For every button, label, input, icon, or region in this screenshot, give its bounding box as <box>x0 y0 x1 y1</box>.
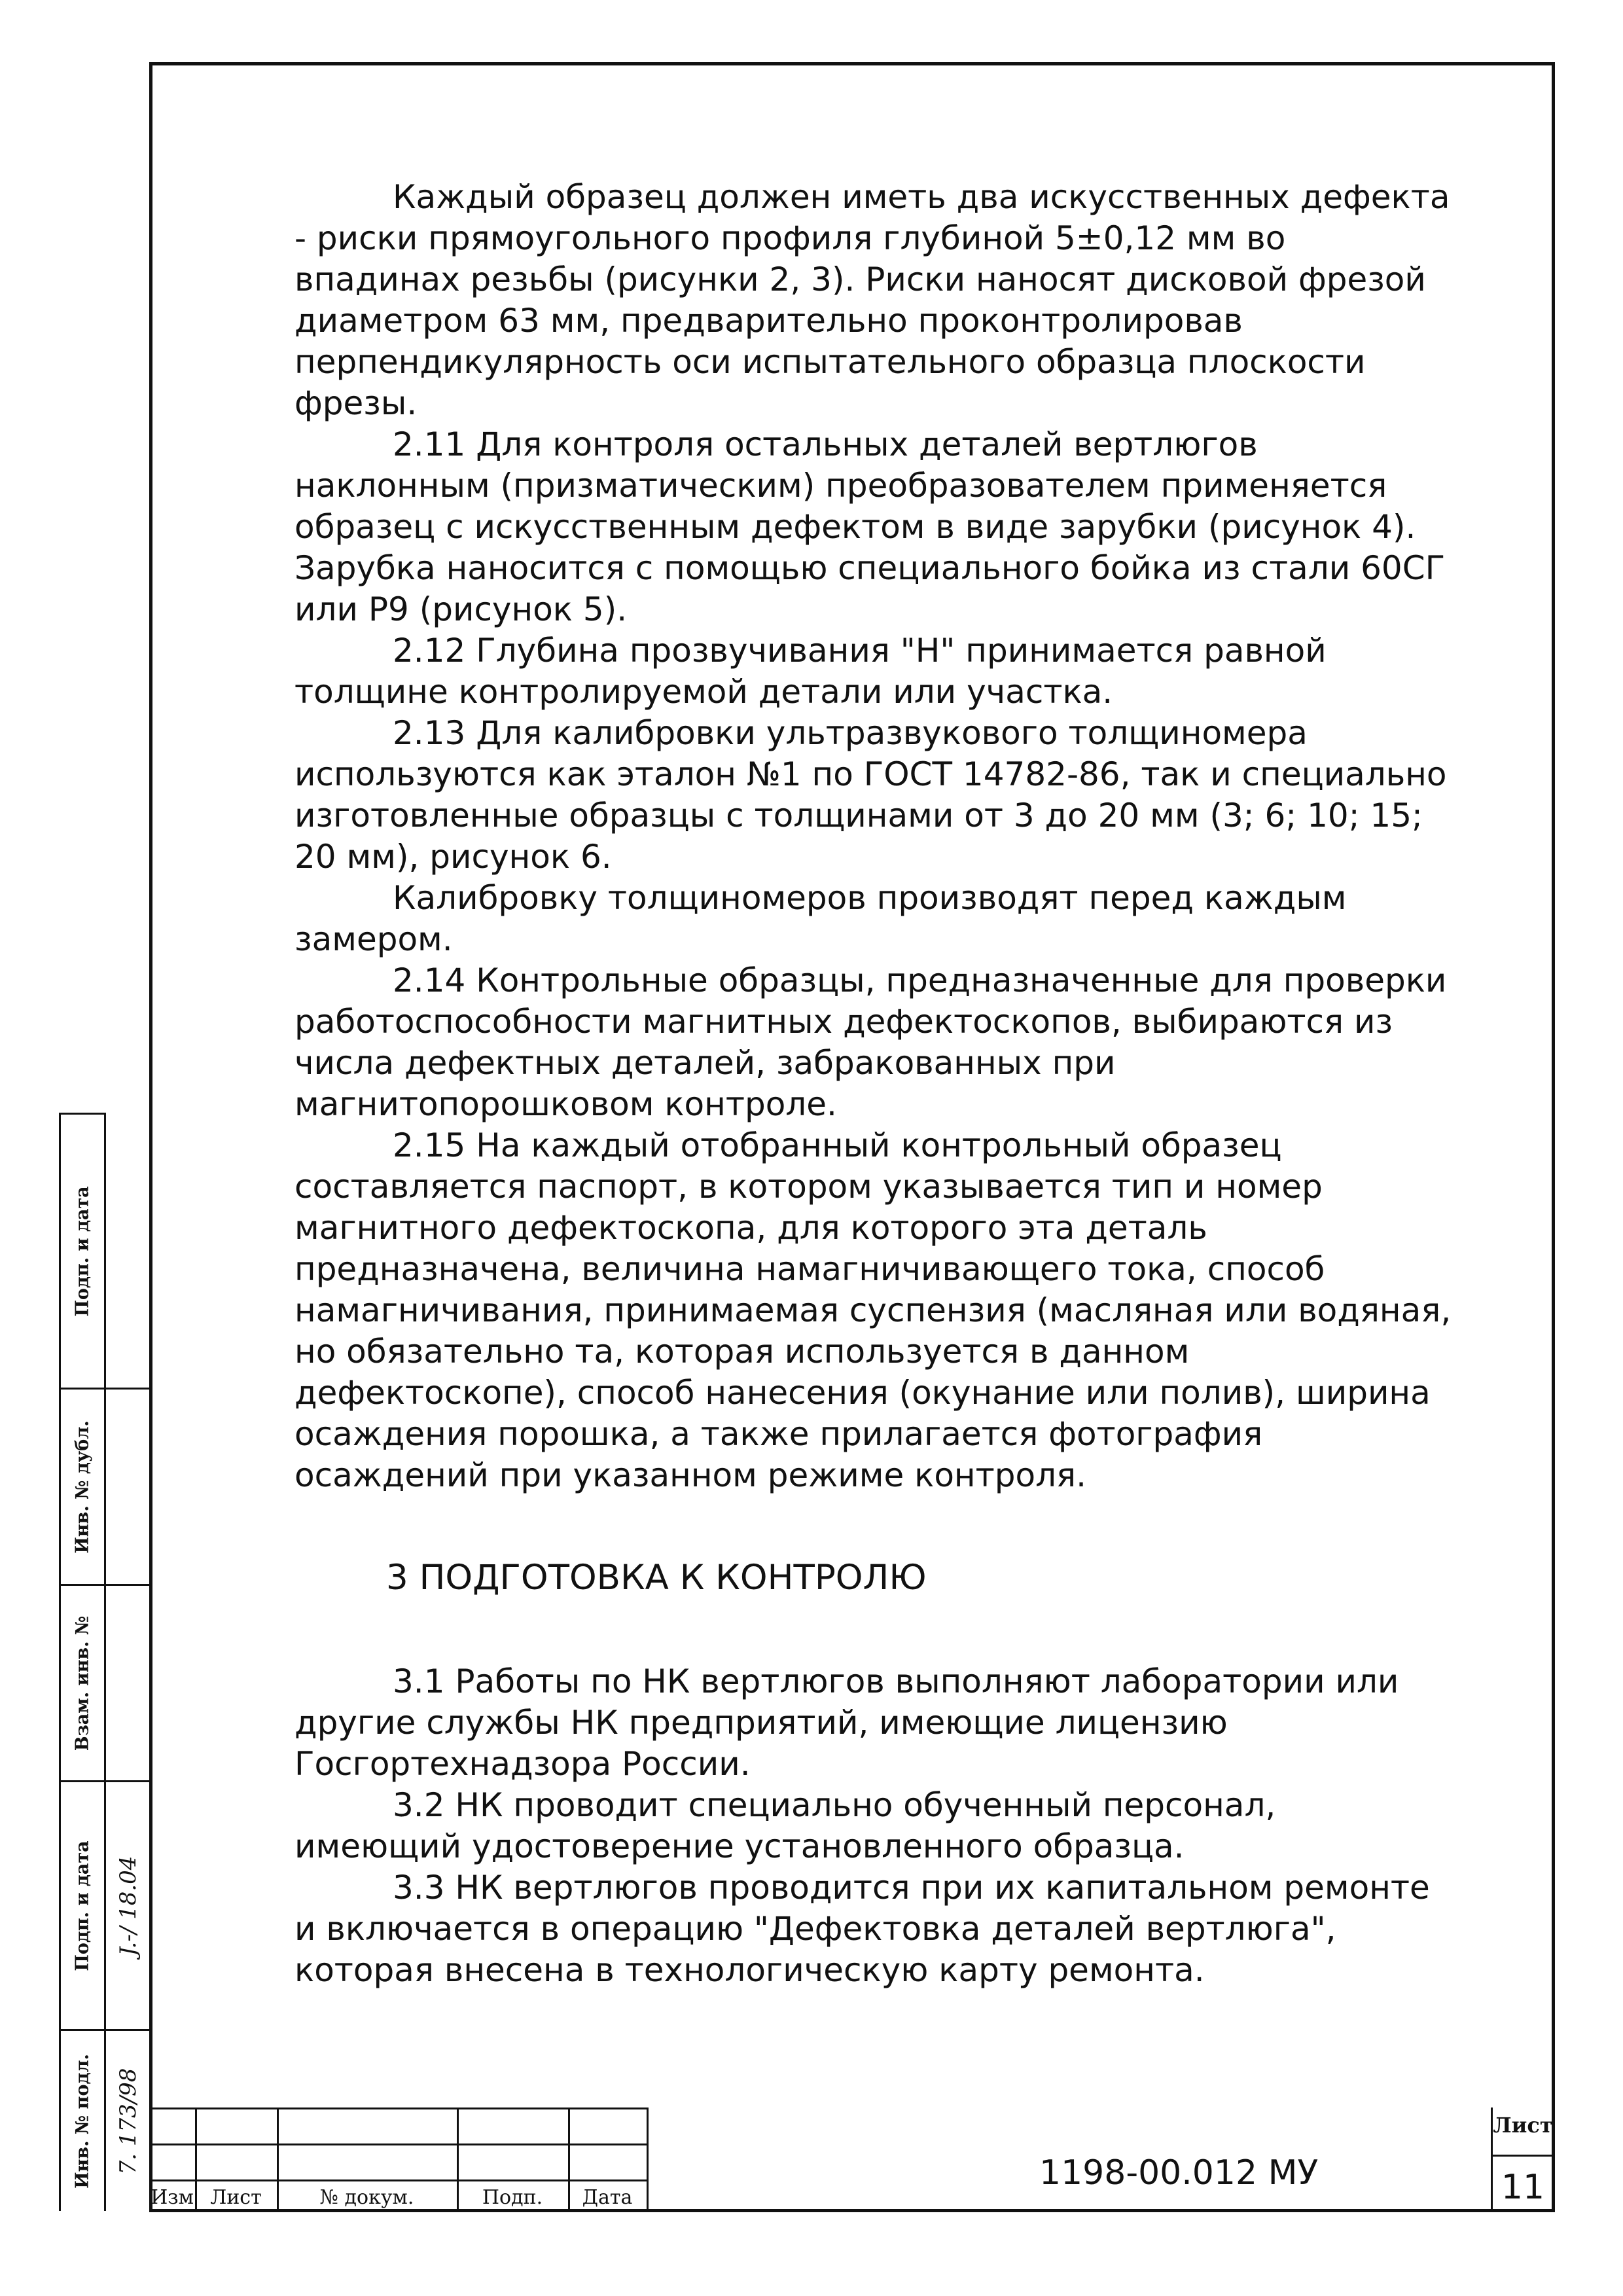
paragraph-3-1: 3.1 Работы по НК вертлюгов выполняют лаборатории или другие службы НК предприятий, имеющие лицензию Госгортехнадзора России. <box>294 1662 1399 1783</box>
sheet-label: Лист <box>1493 2113 1553 2138</box>
paragraph-2-11: 2.11 Для контроля остальных деталей вертлюгов наклонным (призматическим) преобразователем применяется образец с искусственным дефектом в виде зарубки (рисунок 4). Зарубка наносится с помощью специального бойка из стали 60СГ или Р9 (рисунок 5). <box>294 425 1446 628</box>
paragraph: Каждый образец должен иметь два искусственных дефекта - риски прямоугольного профиля глубиной 5±0,12 мм во впадинах резьбы (рисунки 2, 3). Риски наносят дисковой фрезой диаметром 63 мм, предварительно проконтролировав перпендикулярность оси испытательного образца плоскости фрезы. <box>294 178 1450 422</box>
podp-data-top-label: Подп. и дата <box>72 1185 93 1317</box>
handwritten-signature: J.-/ 18.04 <box>115 1856 141 1956</box>
podp-data-label: Подп. и дата <box>72 1840 93 1971</box>
section-heading: 3 ПОДГОТОВКА К КОНТРОЛЮ <box>386 1558 927 1598</box>
handwritten-inv-number: 7. 173/98 <box>115 2068 141 2174</box>
paragraph-3-3: 3.3 НК вертлюгов проводится при их капитальном ремонте и включается в операцию "Дефектовка деталей вертлюга", которая внесена в технологическую карту ремонта. <box>294 1869 1430 1989</box>
paragraph-2-15: 2.15 На каждый отобранный контрольный образец составляется паспорт, в котором указывается тип и номер магнитного дефектоскопа, для которого эта деталь предназначена, величина намагничивающего тока, способ намагничивания, принимаемая суспензия (масляная или водяная, но обязательно та, которая используется в данном дефектоскопе), способ нанесения (окунание или полив), ширина осаждения порошка, а также прилагается фотография осаждений при указанном режиме контроля. <box>294 1126 1452 1494</box>
col-date-label: Дата <box>582 2186 633 2209</box>
col-doc-label: № докум. <box>319 2186 414 2209</box>
inv-podl-label: Инв. № подл. <box>72 2053 93 2189</box>
col-podp-label: Подп. <box>482 2186 543 2209</box>
paragraph-2-13: 2.13 Для калибровки ультразвукового толщиномера используются как эталон №1 по ГОСТ 14782-86, так и специально изготовленные образцы с толщинами от 3 до 20 мм (3; 6; 10; 15; 20 мм), рисунок 6. <box>294 714 1447 876</box>
col-list-label: Лист <box>210 2186 262 2209</box>
sheet-number: 11 <box>1501 2168 1545 2207</box>
title-block <box>149 2108 1555 2212</box>
paragraph-3-2: 3.2 НК проводит специально обученный персонал, имеющий удостоверение установленного образца. <box>294 1786 1276 1865</box>
document-number: 1198-00.012 МУ <box>1039 2153 1319 2193</box>
document-body <box>294 177 1453 1991</box>
side-stamp-labels <box>59 1113 106 2211</box>
paragraph-2-12: 2.12 Глубина прозвучивания "Н" принимается равной толщине контролируемой детали или участка. <box>294 632 1327 711</box>
inv-dubl-label: Инв. № дубл. <box>72 1420 93 1554</box>
paragraph-calibration: Калибровку толщиномеров производят перед каждым замером. <box>294 879 1347 958</box>
paragraph-2-14: 2.14 Контрольные образцы, предназначенные для проверки работоспособности магнитных дефектоскопов, выбираются из числа дефектных деталей, забракованных при магнитопорошковом контроле. <box>294 961 1447 1123</box>
side-stamp-values <box>104 1113 152 2211</box>
col-izm-label: Изм <box>151 2186 194 2209</box>
side-stamp <box>59 1113 152 2211</box>
vzam-inv-label: Взам. инв. № <box>72 1615 93 1751</box>
